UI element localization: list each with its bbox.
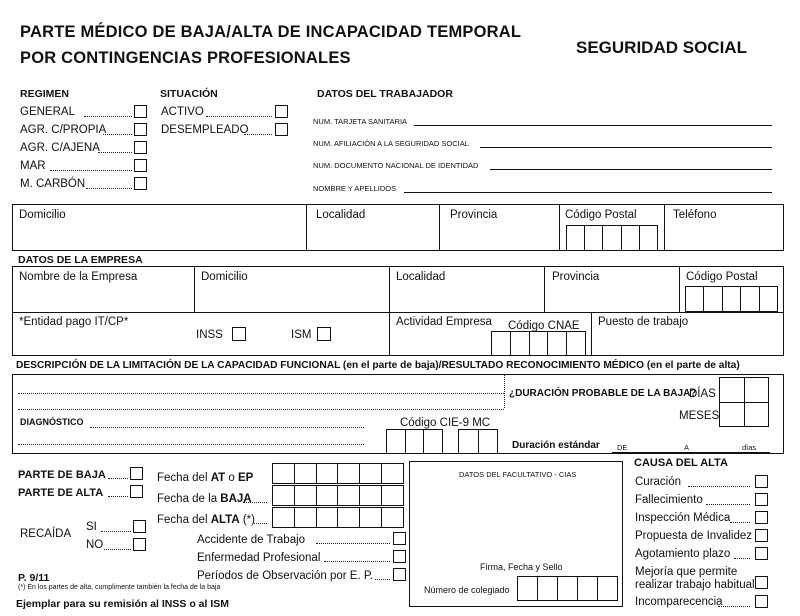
fecha-alta-label: Fecha del ALTA (*): [157, 514, 255, 526]
causa-title: CAUSA DEL ALTA: [634, 457, 728, 469]
duracion-estandar-label: Duración estándar: [512, 440, 600, 451]
colegiado-cells[interactable]: [517, 576, 618, 601]
regimen-agr-ajena-label: AGR. C/AJENA: [20, 142, 100, 154]
puesto-trabajo-label: Puesto de trabajo: [598, 316, 689, 328]
duracion-a-label: A: [684, 443, 690, 452]
nombre-apellidos-label: NOMBRE Y APELLIDOS: [313, 184, 397, 193]
diagnostico-line1[interactable]: [90, 427, 364, 428]
dias-label: DÍAS: [689, 388, 716, 400]
enfermedad-checkbox[interactable]: [393, 550, 406, 563]
form-code: P. 9/11: [18, 572, 50, 584]
parte-alta-checkbox[interactable]: [130, 485, 143, 498]
causa-fallecimiento-checkbox[interactable]: [755, 493, 768, 506]
situacion-desempleado-label: DESEMPLEADO: [161, 124, 249, 136]
fecha-at-cells[interactable]: [272, 463, 404, 484]
parte-alta-label: PARTE DE ALTA: [18, 487, 104, 499]
cnae-label: Código CNAE: [508, 320, 580, 332]
duracion-de-label: DE: [617, 443, 628, 452]
regimen-carbon-label: M. CARBÓN: [20, 178, 86, 190]
trabajador-title: DATOS DEL TRABAJADOR: [317, 88, 453, 100]
domicilio-label: Domicilio: [19, 209, 66, 221]
firma-label: Firma, Fecha y Sello: [480, 562, 563, 572]
cnae-cells[interactable]: [491, 331, 586, 356]
afiliacion-label: NUM. AFILIACIÓN A LA SEGURIDAD SOCIAL: [313, 139, 469, 148]
diagnostico-label: DIAGNÓSTICO: [20, 417, 84, 427]
regimen-mar-label: MAR: [20, 160, 46, 172]
causa-mejoria-label: Mejoría que permite: [635, 566, 738, 578]
descripcion-line2[interactable]: [18, 409, 504, 410]
regimen-agr-propia-checkbox[interactable]: [134, 123, 147, 136]
meses-label: MESES: [679, 410, 720, 422]
fecha-at-label: Fecha del AT o EP: [157, 472, 254, 484]
codigo-postal-label: Código Postal: [565, 209, 637, 221]
ism-checkbox[interactable]: [317, 327, 331, 341]
empresa-localidad-label: Localidad: [396, 271, 446, 283]
causa-curacion-checkbox[interactable]: [755, 475, 768, 488]
causa-agotamiento-label: Agotamiento plazo: [635, 548, 731, 560]
diagnostico-line2[interactable]: [18, 444, 364, 445]
telefono-label: Teléfono: [673, 209, 717, 221]
fecha-baja-label: Fecha de la BAJA: [157, 493, 252, 505]
regimen-agr-propia-label: AGR. C/PROPIA: [20, 124, 107, 136]
regimen-general-label: GENERAL: [20, 106, 75, 118]
causa-invalidez-checkbox[interactable]: [755, 529, 768, 542]
causa-agotamiento-checkbox[interactable]: [755, 547, 768, 560]
domicilio-row: [12, 204, 784, 251]
cie-label: Código CIE-9 MC: [400, 417, 491, 429]
duracion-estandar-field[interactable]: [612, 452, 770, 453]
recaida-si-checkbox[interactable]: [133, 520, 146, 533]
recaida-no-checkbox[interactable]: [133, 538, 146, 551]
form-title-line1: PARTE MÉDICO DE BAJA/ALTA DE INCAPACIDAD TEMPORAL: [20, 23, 522, 41]
causa-curacion-label: Curación: [635, 476, 682, 488]
regimen-carbon-checkbox[interactable]: [134, 177, 147, 190]
causa-inspeccion-label: Inspección Médica: [635, 512, 731, 524]
regimen-general-checkbox[interactable]: [134, 105, 147, 118]
empresa-codigo-postal-label: Código Postal: [686, 271, 758, 283]
empresa-title: DATOS DE LA EMPRESA: [18, 254, 143, 266]
causa-mejoria-checkbox[interactable]: [755, 576, 768, 589]
causa-mejoria-label-2: realizar trabajo habitual: [635, 579, 755, 591]
recaida-no-label: NO: [86, 539, 104, 551]
facultativo-title: DATOS DEL FACULTATIVO - CIAS: [459, 470, 577, 479]
regimen-agr-ajena-checkbox[interactable]: [134, 141, 147, 154]
accidente-label: Accidente de Trabajo: [197, 534, 306, 546]
causa-inspeccion-checkbox[interactable]: [755, 511, 768, 524]
inss-checkbox[interactable]: [232, 327, 246, 341]
provincia-label: Provincia: [450, 209, 498, 221]
situacion-title: SITUACIÓN: [160, 88, 218, 100]
afiliacion-field[interactable]: [480, 147, 772, 148]
fecha-alta-cells[interactable]: [272, 507, 404, 528]
nota-alta: (*) En los partes de alta, cumplimente también la fecha de la baja: [18, 584, 221, 591]
dni-label: NUM. DOCUMENTO NACIONAL DE IDENTIDAD: [313, 161, 479, 170]
empresa-codigo-postal-cells[interactable]: [685, 286, 778, 312]
fecha-baja-cells[interactable]: [272, 485, 404, 506]
situacion-activo-checkbox[interactable]: [275, 105, 288, 118]
tarjeta-sanitaria-field[interactable]: [414, 125, 772, 126]
empresa-provincia-label: Provincia: [552, 271, 600, 283]
duracion-dias-label: días: [742, 443, 757, 452]
cie-cells-2[interactable]: [458, 429, 498, 454]
regimen-title: REGIMEN: [20, 88, 70, 100]
tarjeta-sanitaria-label: NUM. TARJETA SANITARIA: [313, 117, 408, 126]
periodos-label: Períodos de Observación por E. P.: [197, 570, 374, 582]
inss-label: INSS: [196, 329, 223, 341]
duracion-probable-label: ¿DURACIÓN PROBABLE DE LA BAJA?: [509, 388, 697, 399]
localidad-label: Localidad: [316, 209, 366, 221]
accidente-checkbox[interactable]: [393, 532, 406, 545]
regimen-mar-checkbox[interactable]: [134, 159, 147, 172]
codigo-postal-cells[interactable]: [566, 225, 658, 251]
descripcion-title: DESCRIPCIÓN DE LA LIMITACIÓN DE LA CAPACIDAD FUNCIONAL (en el parte de baja)/RESULTADO RECONOCIMIENTO MÉDICO (en el parte de alta): [16, 360, 740, 371]
actividad-empresa-label: Actividad Empresa: [396, 316, 492, 328]
entidad-pago-label: *Entidad pago IT/CP*: [19, 316, 129, 328]
causa-invalidez-label: Propuesta de Invalidez: [635, 530, 752, 542]
parte-baja-checkbox[interactable]: [130, 467, 143, 480]
empresa-nombre-label: Nombre de la Empresa: [19, 271, 138, 283]
ejemplar-label: Ejemplar para su remisión al INSS o al ISM: [16, 598, 229, 610]
recaida-label: RECAÍDA: [20, 528, 72, 540]
periodos-checkbox[interactable]: [393, 568, 406, 581]
enfermedad-label: Enfermedad Profesional: [197, 552, 321, 564]
colegiado-label: Número de colegiado: [424, 585, 510, 595]
ism-label: ISM: [291, 329, 312, 341]
cie-cells-1[interactable]: [386, 429, 443, 454]
empresa-domicilio-label: Domicilio: [201, 271, 248, 283]
brand-title: SEGURIDAD SOCIAL: [576, 38, 747, 57]
causa-fallecimiento-label: Fallecimiento: [635, 494, 703, 506]
form-title-line2: POR CONTINGENCIAS PROFESIONALES: [20, 49, 351, 67]
situacion-activo-label: ACTIVO: [161, 106, 204, 118]
parte-baja-label: PARTE DE BAJA: [18, 469, 106, 481]
nombre-apellidos-field[interactable]: [404, 192, 772, 193]
causa-incomparecencia-checkbox[interactable]: [755, 595, 768, 608]
situacion-desempleado-checkbox[interactable]: [275, 123, 288, 136]
descripcion-line1[interactable]: [18, 393, 504, 394]
recaida-si-label: SI: [86, 521, 97, 533]
dni-field[interactable]: [490, 169, 772, 170]
causa-incomparecencia-label: Incomparecencia: [635, 596, 723, 608]
